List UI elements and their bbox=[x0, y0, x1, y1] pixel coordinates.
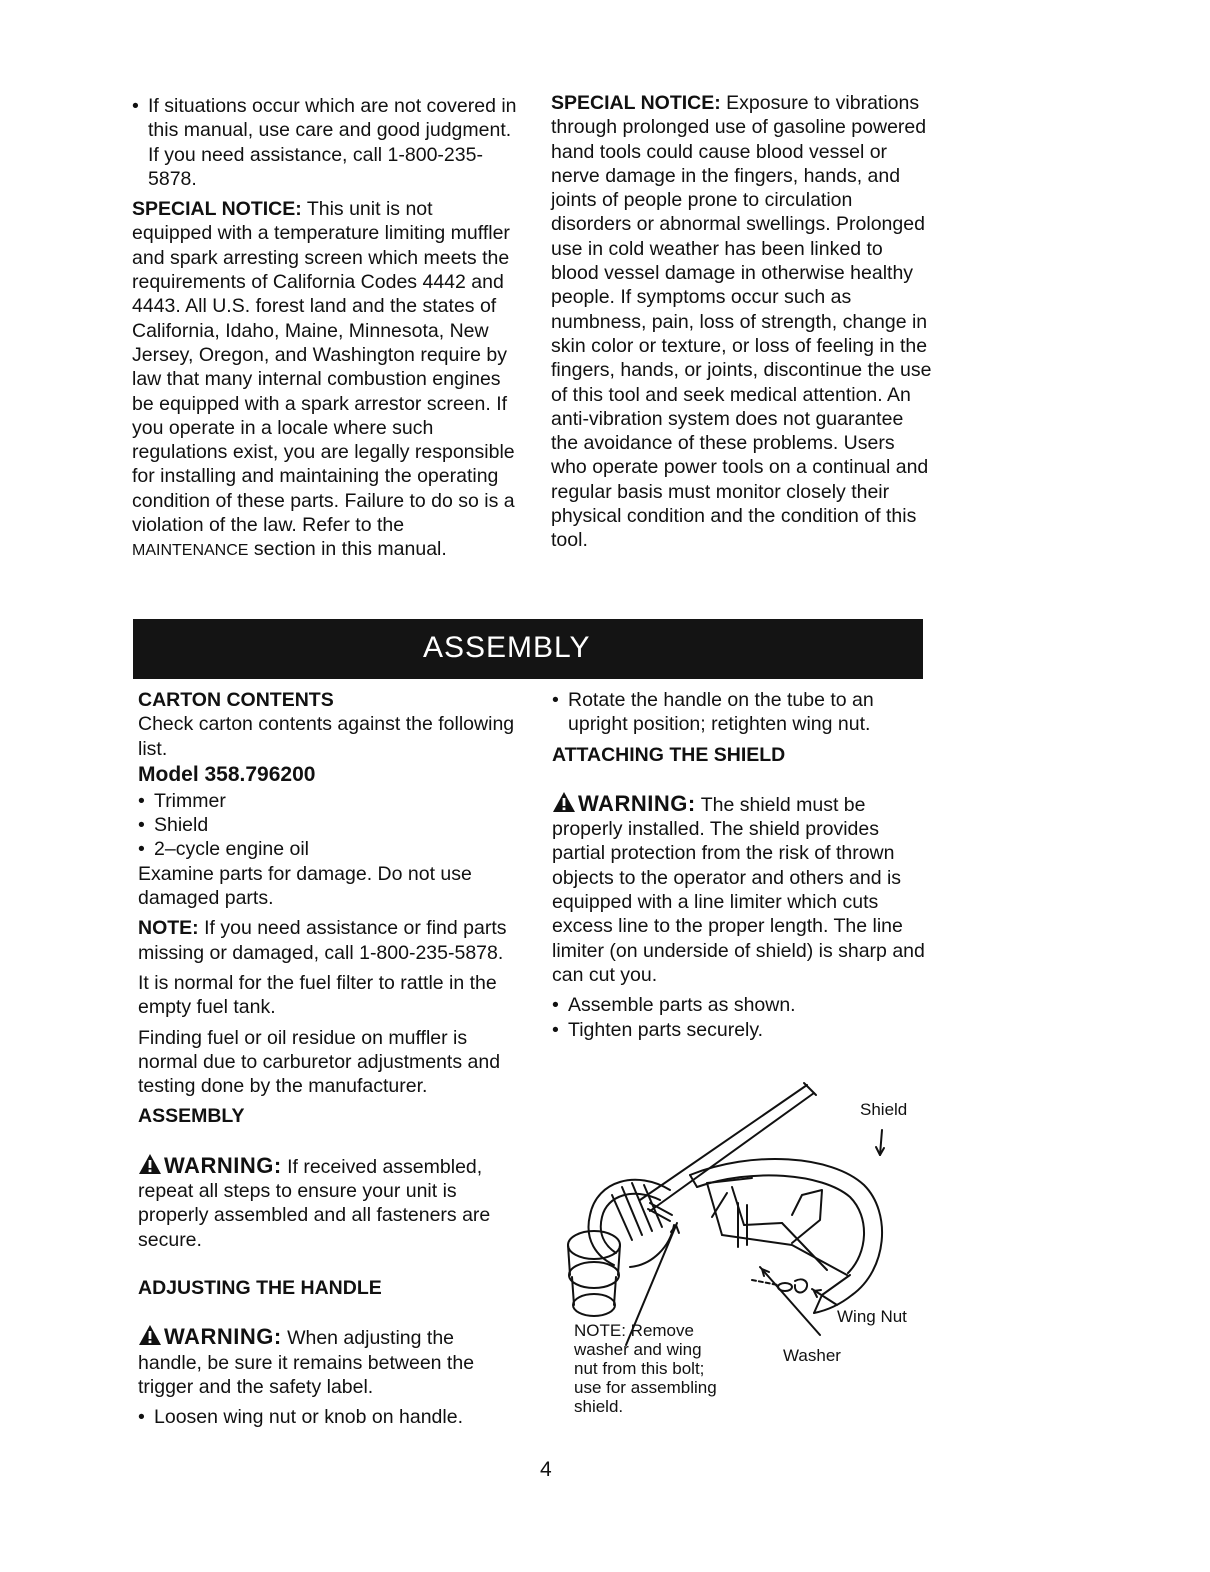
loosen-bullet: • Loosen wing nut or knob on handle. bbox=[138, 1405, 520, 1429]
adjusting-handle-heading: ADJUSTING THE HANDLE bbox=[138, 1276, 382, 1299]
examine-text: Examine parts for damage. Do not use damaged parts. bbox=[138, 862, 472, 910]
carton-contents-column bbox=[138, 688, 520, 1429]
special-notice-right-column bbox=[551, 91, 935, 553]
assembled-warning bbox=[138, 1153, 520, 1252]
warning-text: When adjusting the handle, be sure it remains between the trigger and the safety label. bbox=[138, 1327, 475, 1398]
carton-contents-text: Check carton contents against the following list. bbox=[138, 713, 515, 760]
section-banner bbox=[133, 619, 923, 679]
page-number: 4 bbox=[540, 1458, 552, 1481]
note-line: shield. bbox=[574, 1397, 624, 1416]
warning-label: WARNING: bbox=[164, 1152, 282, 1178]
shield-label: Shield bbox=[860, 1100, 908, 1119]
notice-text: This unit is not equipped with a temperature limiting muffler and spark arresting screen which meets the requirements of California Codes 4442 and 4443. All U.S. forest land and the states of California, Idaho, Maine, Minnesota, New Jersey, Oregon, and Washington require by law that many internal combustion engines be equipped with a spark arrestor screen. If you operate in a locale where such regulations exist, you are legally responsible for installing and maintaining the operating condition of these parts. Failure to do so is a violation of the law. Refer to the bbox=[132, 198, 515, 537]
assistance-bullet: • If situations occur which are not covered in this manual, use care and good judgment. If you need assistance, call 1-800-235-5878. bbox=[132, 94, 517, 191]
maintenance-reference: MAINTENANCE bbox=[132, 542, 249, 560]
notice-tail: section in this manual. bbox=[253, 538, 447, 561]
section-title: ASSEMBLY bbox=[423, 631, 591, 664]
assembly-heading: ASSEMBLY bbox=[138, 1105, 245, 1128]
rotate-bullet: • Rotate the handle on the tube to an upright position; retighten wing nut. bbox=[552, 688, 936, 737]
warning-text: The shield must be properly installed. The shield provides partial protection from the risk of thrown objects to the operator and others and is equipped with a line limiter which cuts excess line to the proper length. The line limiter (on underside of shield) is sharp and can cut you. bbox=[552, 793, 925, 986]
carton-contents-heading: CARTON CONTENTS bbox=[138, 689, 334, 711]
notice-text: Exposure to vibrations through prolonged use of gasoline powered hand tools could cause blood vessel or nerve damage in the fingers, hands, and joints of people prone to circulation disorders or abnormal swellings. Prolonged use in cold weather has been linked to blood vessel damage in otherwise healthy people. If symptoms occur such as numbness, pain, loss of strength, change in skin color or texture, or loss of feeling in the fingers, hands, or joints, discontinue the use of this tool and seek medical attention. An anti-vibration system does not guarantee the avoidance of these problems. Users who operate power tools on a continual and regular basis must monitor closely their physical condition and the condition of this tool. bbox=[551, 92, 932, 552]
warning-label: WARNING: bbox=[578, 790, 696, 816]
warning-text: If received assembled, repeat all steps to ensure your unit is properly assembled and all fasteners are secure. bbox=[138, 1155, 491, 1251]
handle-warning bbox=[138, 1324, 520, 1399]
warning-triangle-icon bbox=[552, 791, 576, 813]
list-item: • Tighten parts securely. bbox=[552, 1018, 936, 1042]
warning-label: WARNING: bbox=[164, 1324, 282, 1350]
fuel-filter-text: It is normal for the fuel filter to rattle in the empty fuel tank. bbox=[138, 971, 497, 1019]
note-line: washer and wing bbox=[574, 1340, 702, 1359]
list-item: • Trimmer bbox=[138, 789, 520, 813]
diagram-note bbox=[574, 1321, 717, 1416]
warning-triangle-icon bbox=[138, 1324, 162, 1346]
note-line: nut from this bolt; bbox=[574, 1359, 705, 1378]
notice-label: SPECIAL NOTICE: bbox=[132, 198, 302, 221]
special-notice-left-column bbox=[132, 94, 517, 564]
assistance-note bbox=[138, 916, 520, 965]
note-line: use for assembling bbox=[574, 1378, 717, 1397]
warning-triangle-icon bbox=[138, 1153, 162, 1175]
attaching-shield-heading: ATTACHING THE SHIELD bbox=[552, 743, 786, 766]
vibration-notice bbox=[551, 91, 935, 553]
note-label: NOTE: bbox=[138, 917, 199, 940]
list-item: • 2–cycle engine oil bbox=[138, 837, 520, 861]
list-item: • Shield bbox=[138, 813, 520, 837]
residue-text: Finding fuel or oil residue on muffler is normal due to carburetor adjustments and testing done by the manufacturer. bbox=[138, 1026, 501, 1098]
note-text: If you need assistance or find parts missing or damaged, call 1-800-235-5878. bbox=[138, 917, 507, 964]
spark-arrestor-notice bbox=[132, 197, 517, 563]
notice-label: SPECIAL NOTICE: bbox=[551, 92, 721, 114]
attaching-shield-column bbox=[552, 688, 936, 1042]
note-line: NOTE: Remove bbox=[574, 1321, 694, 1340]
model-number: Model 358.796200 bbox=[138, 762, 316, 786]
wing-nut-label: Wing Nut bbox=[837, 1307, 907, 1326]
shield-warning bbox=[552, 791, 936, 987]
washer-label: Washer bbox=[783, 1346, 841, 1365]
shield-assembly-diagram bbox=[552, 1075, 932, 1435]
list-item: • Assemble parts as shown. bbox=[552, 993, 936, 1017]
